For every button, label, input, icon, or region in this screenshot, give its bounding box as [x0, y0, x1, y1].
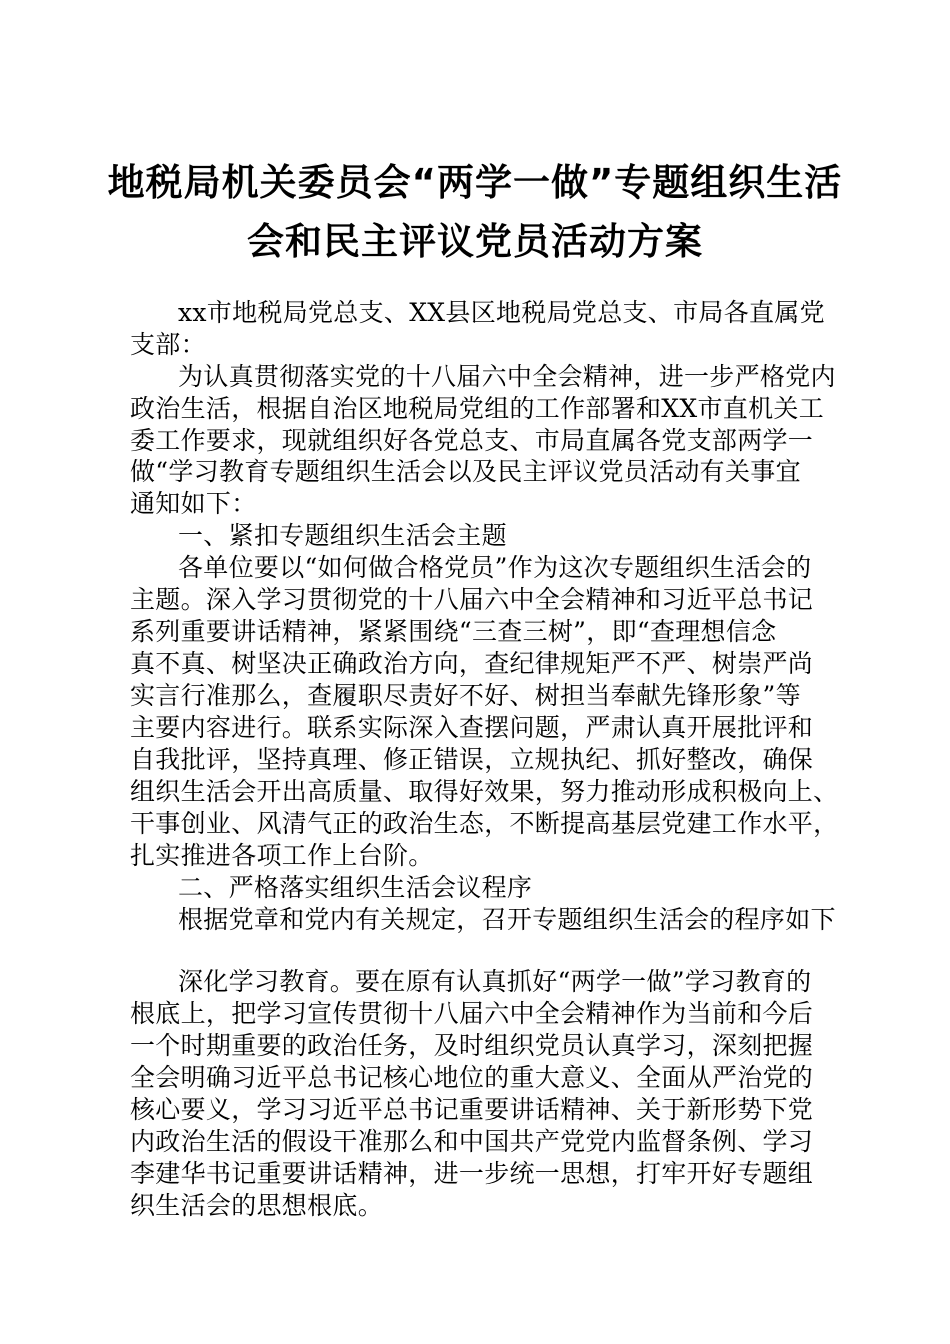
section-heading: 一、紧扣专题组织生活会主题 — [178, 521, 507, 550]
paragraph-line: 核心要义，学习习近平总书记重要讲话精神、关于新形势下党 — [130, 1095, 814, 1124]
paragraph-line: 干事创业、风清气正的政治生态，不断提高基层党建工作水平， — [130, 809, 839, 838]
paragraph-line: 自我批评，坚持真理、修正错误，立规执纪、抓好整改，确保 — [130, 745, 814, 774]
addressee-line: xx市地税局党总支、XX县区地税局党总支、市局各直属党 — [178, 298, 825, 327]
paragraph-line: 根据党章和党内有关规定，召开专题组织生活会的程序如下 — [178, 905, 836, 934]
document-title-line-2: 会和民主评议党员活动方案 — [247, 220, 703, 263]
paragraph-line: 组织生活会开出高质量、取得好效果，努力推动形成积极向上、 — [130, 777, 839, 806]
paragraph-line: 扎实推进各项工作上台阶。 — [130, 841, 434, 870]
paragraph-line: 织生活会的思想根底。 — [130, 1191, 384, 1220]
paragraph-line: 通知如下： — [130, 489, 257, 518]
paragraph-line: 委工作要求，现就组织好各党总支、市局直属各党支部两学一 — [130, 426, 814, 455]
paragraph-line: 内政治生活的假设干准那么和中国共产党党内监督条例、学习 — [130, 1127, 814, 1156]
paragraph-line: 李建华书记重要讲话精神，进一步统一思想，打牢开好专题组 — [130, 1159, 814, 1188]
paragraph-line: 各单位要以“如何做合格党员”作为这次专题组织生活会的 — [178, 553, 812, 582]
paragraph-line: 做“学习教育专题组织生活会以及民主评议党员活动有关事宜 — [130, 457, 801, 486]
paragraph-line: 政治生活，根据自治区地税局党组的工作部署和XX市直机关工 — [130, 394, 824, 423]
paragraph-line: 实言行准那么，查履职尽责好不好、树担当奉献先锋形象”等 — [130, 681, 801, 710]
paragraph-line: 主题。深入学习贯彻党的十八届六中全会精神和习近平总书记 — [130, 585, 814, 614]
paragraph-line: 为认真贯彻落实党的十八届六中全会精神，进一步严格党内 — [178, 362, 836, 391]
paragraph-line: 真不真、树坚决正确政治方向，查纪律规矩严不严、树崇严尚 — [130, 649, 814, 678]
document-title-line-1: 地税局机关委员会“两学一做”专题组织生活 — [107, 161, 843, 204]
paragraph-line: 系列重要讲话精神，紧紧围绕“三查三树”，即“查理想信念 — [130, 617, 777, 646]
paragraph-line: 深化学习教育。要在原有认真抓好“两学一做”学习教育的 — [178, 967, 812, 996]
paragraph-line: 主要内容进行。联系实际深入查摆问题，严肃认真开展批评和 — [130, 713, 814, 742]
paragraph-line: 全会明确习近平总书记核心地位的重大意义、全面从严治党的 — [130, 1063, 814, 1092]
paragraph-line: 根底上，把学习宣传贯彻十八届六中全会精神作为当前和今后 — [130, 999, 814, 1028]
addressee-line: 支部： — [130, 330, 206, 359]
paragraph-line: 一个时期重要的政治任务，及时组织党员认真学习，深刻把握 — [130, 1031, 814, 1060]
section-heading: 二、严格落实组织生活会议程序 — [178, 873, 533, 902]
